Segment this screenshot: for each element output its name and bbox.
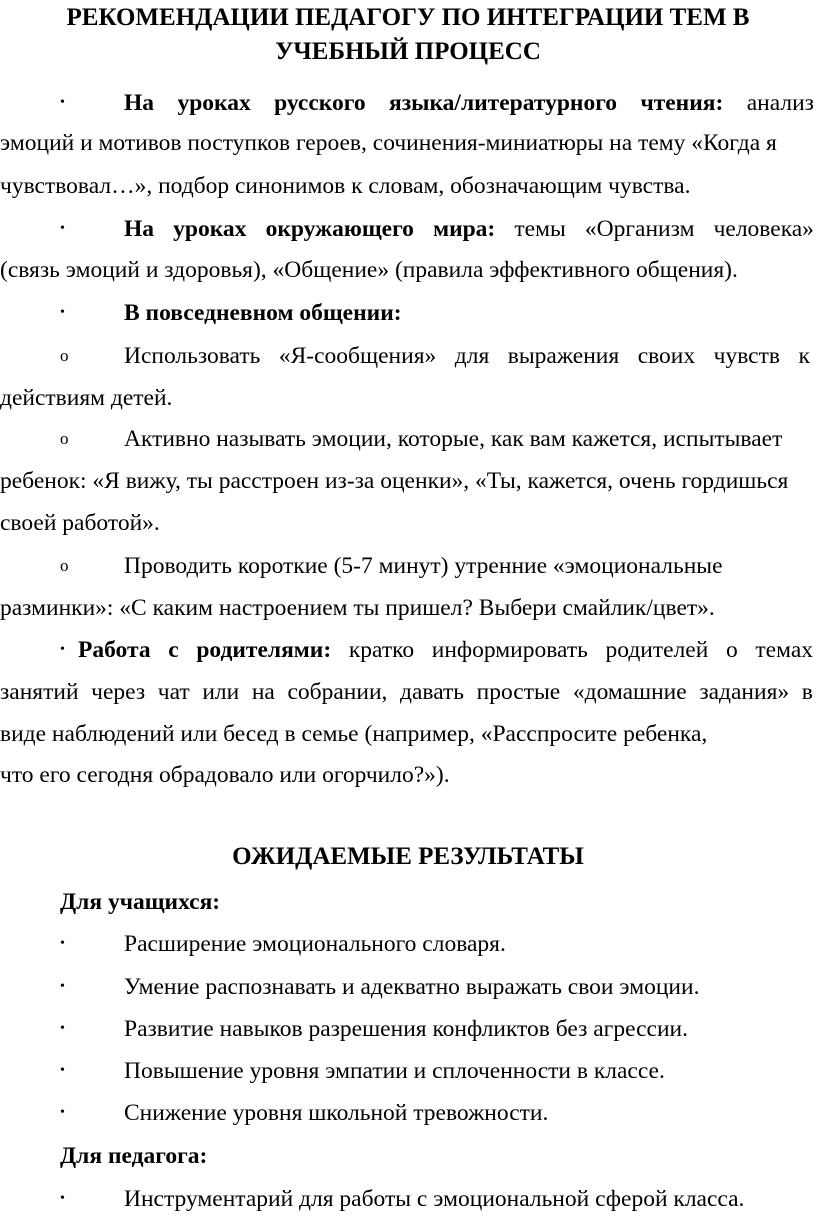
rec1-line-1 (124, 88, 814, 118)
rec3-sub1-line-2: действиям детей. (0, 385, 173, 411)
circle-bullet-icon: o (60, 346, 69, 365)
rec2-heading-word: На (124, 216, 155, 242)
bullet-icon: • (60, 95, 65, 110)
page-title-line-1: РЕКОМЕНДАЦИИ ПЕДАГОГУ ПО ИНТЕГРАЦИИ ТЕМ В (66, 4, 750, 31)
bullet-icon: • (60, 979, 65, 994)
students-item: Развитие навыков разрешения конфликтов без агрессии. (124, 1016, 688, 1042)
rec4-text-word: информировать (431, 637, 588, 663)
bullet-icon: • (60, 305, 65, 320)
teacher-item: Инструментарий для работы с эмоциональной сферой класса. (124, 1186, 745, 1212)
rec3-sub1-word: «Я-сообщения» (278, 343, 437, 369)
students-item: Снижение уровня школьной тревожности. (124, 1100, 549, 1126)
rec4-line2-word: занятий (0, 679, 79, 705)
students-item: Умение распознавать и адекватно выражать свои эмоции. (124, 974, 700, 1000)
rec1-heading-word: уроках (177, 90, 251, 116)
rec4-line-2 (0, 677, 813, 707)
rec1-heading-word: русского (274, 90, 366, 116)
results-title: ОЖИДАЕМЫЕ РЕЗУЛЬТАТЫ (232, 843, 584, 870)
students-heading: Для учащихся: (60, 889, 221, 915)
rec4-line2-word: на (251, 679, 275, 705)
rec4-line-1 (78, 635, 813, 665)
page-title-line-2: УЧЕБНЫЙ ПРОЦЕСС (275, 38, 541, 65)
rec4-line2-word: чат (157, 679, 190, 705)
rec4-line-3: виде наблюдений или бесед в семье (например, «Расспросите ребенка, (0, 721, 708, 747)
bullet-icon: • (60, 936, 65, 951)
teacher-heading: Для педагога: (60, 1143, 208, 1169)
rec4-text-word: кратко (348, 637, 415, 663)
rec3-heading: В повседневном общении: (124, 300, 402, 326)
rec2-heading-word: окружающего (265, 216, 414, 242)
circle-bullet-icon: o (60, 429, 69, 448)
bullet-icon: • (60, 1063, 65, 1078)
rec4-text-word: родителей (605, 637, 709, 663)
rec3-sub3-line-2: разминки»: «С каким настроением ты пришел? Выбери смайлик/цвет». (0, 595, 715, 621)
rec2-heading-word: уроках (173, 216, 247, 242)
rec4-heading-word: родителями: (196, 637, 332, 663)
rec2-text-word: человека» (713, 216, 814, 242)
rec3-sub2-line-1: Активно называть эмоции, которые, как вам кажется, испытывает (124, 426, 783, 452)
rec3-sub3-line-1: Проводить короткие (5-7 минут) утренние «эмоциональные (124, 553, 723, 579)
rec4-line2-word: давать (400, 679, 465, 705)
rec1-text-word: анализ (746, 90, 814, 116)
rec3-sub1-word: выражения (507, 343, 620, 369)
bullet-icon: • (60, 1105, 65, 1120)
rec4-line2-word: «домашние (572, 679, 687, 705)
rec2-heading-word: мира: (433, 216, 496, 242)
rec1-heading-word: чтения: (640, 90, 724, 116)
rec4-line2-word: простые (476, 679, 561, 705)
rec4-heading-word: Работа (78, 637, 151, 663)
rec4-line2-word: собрании, (287, 679, 388, 705)
rec2-text-word: темы (514, 216, 566, 242)
bullet-icon: • (60, 221, 65, 236)
students-item: Повышение уровня эмпатии и сплоченности в классе. (124, 1058, 665, 1084)
rec3-sub1-word: чувств (713, 343, 780, 369)
rec3-sub1-word: для (454, 343, 490, 369)
students-item: Расширение эмоционального словаря. (124, 931, 506, 957)
rec3-sub1-word: своих (637, 343, 696, 369)
rec1-heading-word: На (124, 90, 155, 116)
circle-bullet-icon: o (60, 556, 69, 575)
rec4-text-word: темах (755, 637, 813, 663)
rec4-heading-word: с (168, 637, 179, 663)
rec3-sub1-word: Использовать (124, 343, 261, 369)
rec4-line2-word: через (91, 679, 146, 705)
rec2-line-2: (связь эмоций и здоровья), «Общение» (правила эффективного общения). (0, 257, 738, 283)
rec3-sub2-line-3: своей работой». (0, 510, 160, 536)
rec4-line2-word: задания» (699, 679, 790, 705)
bullet-icon: • (60, 1021, 65, 1036)
rec2-line-1 (124, 214, 814, 244)
rec3-sub1-word: к (798, 343, 810, 369)
rec1-line-2: эмоций и мотивов поступков героев, сочинения-миниатюры на тему «Когда я (0, 130, 777, 156)
bullet-icon: • (60, 1191, 65, 1206)
rec4-line2-word: в (801, 679, 813, 705)
rec2-text-word: «Организм (584, 216, 695, 242)
rec1-heading-word: языка/литературного (388, 90, 618, 116)
rec4-line2-word: или (202, 679, 240, 705)
rec4-text-word: о (725, 637, 738, 663)
rec3-sub2-line-2: ребенок: «Я вижу, ты расстроен из-за оценки», «Ты, кажется, очень гордишься (0, 468, 789, 494)
rec1-line-3: чувствовал…», подбор синонимов к словам, обозначающим чувства. (0, 173, 691, 199)
rec3-sub1-line-1 (124, 341, 810, 371)
rec4-line-4: что его сегодня обрадовало или огорчило?»). (0, 762, 450, 788)
bullet-icon: • (60, 642, 65, 657)
